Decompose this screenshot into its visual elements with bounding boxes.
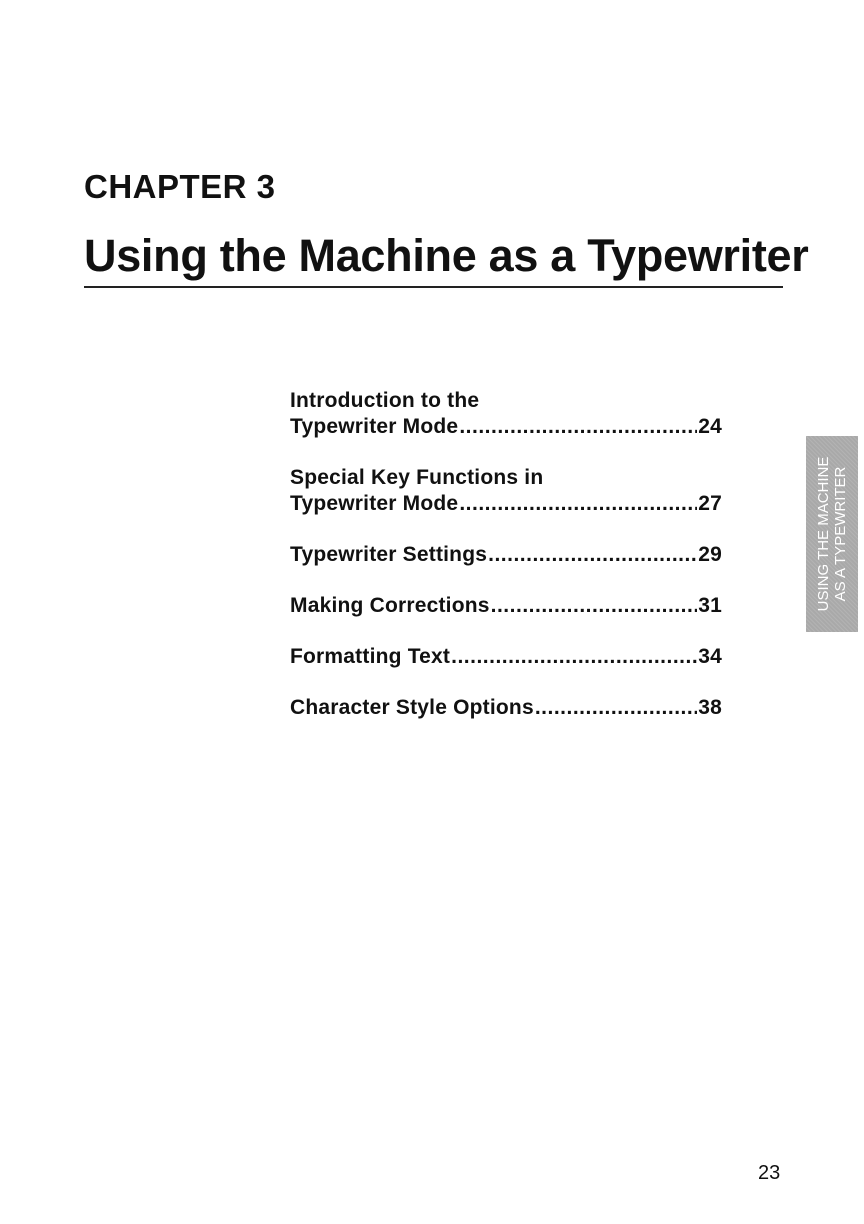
dot-leader: [459, 414, 697, 440]
dot-leader: [535, 695, 697, 721]
toc-entry-heading: Introduction to the: [290, 389, 480, 412]
dot-leader: [488, 542, 697, 568]
side-tab-label: [815, 457, 849, 612]
toc-entry-heading: Special Key Functions in: [290, 466, 544, 489]
toc-page-number: 38: [698, 696, 722, 719]
title-underline: [84, 286, 783, 288]
toc-entry-corrections: [290, 593, 722, 619]
table-of-contents: [290, 388, 722, 746]
toc-entry-special-keys: [290, 465, 722, 517]
toc-entry-formatting: [290, 644, 722, 670]
toc-entry-title: Typewriter Settings: [290, 543, 488, 566]
side-tab-line-2: AS A TYPEWRITER: [832, 466, 849, 602]
side-tab-line-1: USING THE MACHINE: [815, 456, 832, 612]
chapter-side-tab: [806, 436, 858, 632]
toc-entry-title: Formatting Text: [290, 645, 451, 668]
toc-page-number: 29: [698, 543, 722, 566]
toc-entry-settings: [290, 542, 722, 568]
toc-entry-title: Typewriter Mode: [290, 492, 459, 515]
toc-entry-title: Making Corrections: [290, 594, 490, 617]
chapter-title: Using the Machine as a Typewriter: [84, 230, 809, 281]
dot-leader: [459, 491, 697, 517]
toc-page-number: 27: [698, 492, 722, 515]
toc-page-number: 34: [698, 645, 722, 668]
toc-entry-title: Character Style Options: [290, 696, 534, 719]
toc-entry-character-style: [290, 695, 722, 721]
page-number: 23: [758, 1162, 781, 1184]
dot-leader: [491, 593, 698, 619]
dot-leader: [451, 644, 697, 670]
toc-entry-title: Typewriter Mode: [290, 415, 459, 438]
toc-entry-introduction: [290, 388, 722, 440]
toc-page-number: 24: [698, 415, 722, 438]
toc-page-number: 31: [698, 594, 722, 617]
chapter-label: CHAPTER 3: [84, 168, 276, 205]
